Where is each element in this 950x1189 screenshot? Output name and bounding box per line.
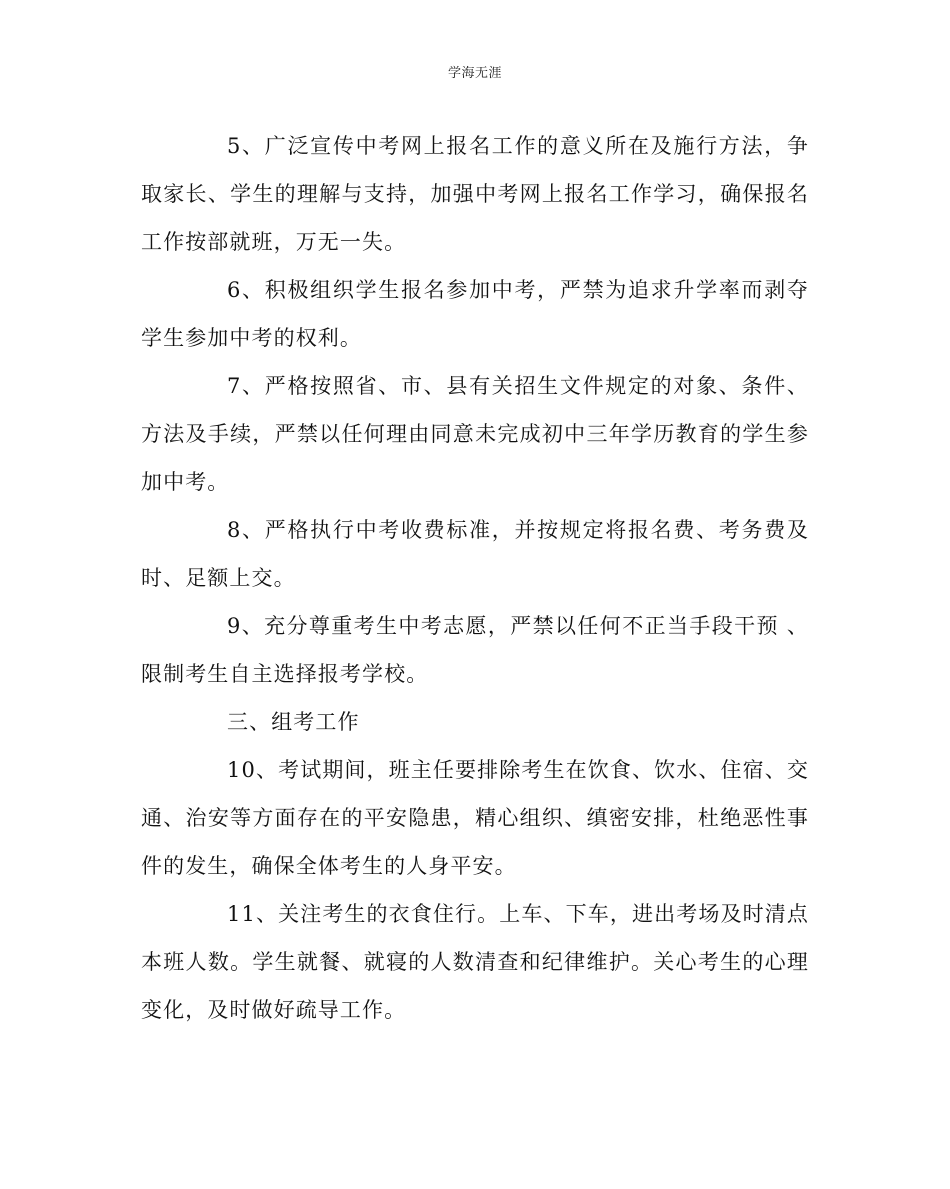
paragraph-item-11: 11、关注考生的衣食住行。上车、下车，进出考场及时清点本班人数。学生就餐、就寝的人数清查和纪律维护。关心考生的心理变化，及时做好疏导工作。 — [141, 902, 809, 1022]
paragraph-item-5: 5、广泛宣传中考网上报名工作的意义所在及施行方法，争取家长、学生的理解与支持，加强中考网上报名工作学习，确保报名工作按部就班，万无一失。 — [141, 134, 809, 254]
paragraph-item-10: 10、考试期间，班主任要排除考生在饮食、饮水、住宿、交通、治安等方面存在的平安隐患，精心组织、缜密安排，杜绝恶性事件的发生，确保全体考生的人身平安。 — [141, 758, 809, 878]
paragraph-item-7: 7、严格按照省、市、县有关招生文件规定的对象、条件、方法及手续，严禁以任何理由同意未完成初中三年学历教育的学生参加中考。 — [141, 374, 809, 494]
section-heading-exam-organization: 三、组考工作 — [227, 710, 360, 734]
paragraph-item-6: 6、积极组织学生报名参加中考，严禁为追求升学率而剥夺学生参加中考的权利。 — [141, 278, 809, 350]
page-header: 学海无涯 — [447, 66, 502, 81]
paragraph-item-8: 8、严格执行中考收费标准，并按规定将报名费、考务费及时、足额上交。 — [141, 518, 809, 590]
document-body — [141, 122, 809, 1034]
paragraph-item-9: 9、充分尊重考生中考志愿，严禁以任何不正当手段干预 、限制考生自主选择报考学校。 — [141, 614, 809, 686]
